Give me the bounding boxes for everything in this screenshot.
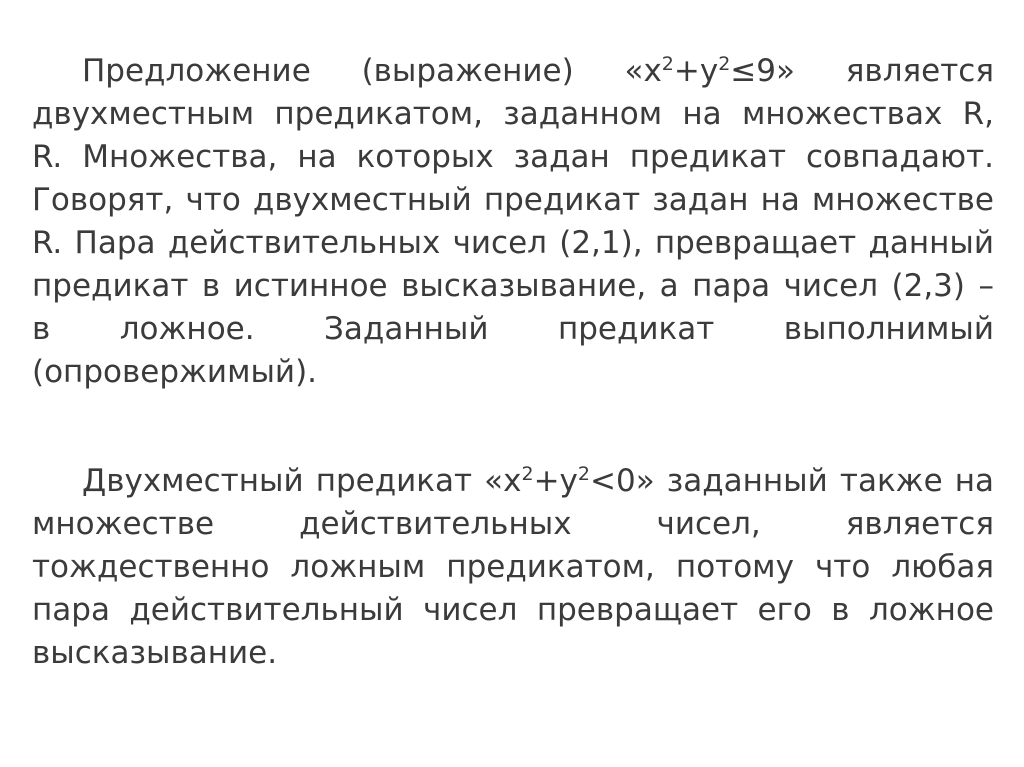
text-segment: в ложное. Заданный предикат выполнимый bbox=[32, 311, 994, 347]
superscript-exponent: 2 bbox=[661, 53, 674, 75]
superscript-exponent: 2 bbox=[521, 463, 534, 485]
text-segment: <0» заданный также на bbox=[590, 463, 995, 499]
text-line bbox=[32, 546, 994, 589]
text-segment: пара действительный чисел превращает его в ложное bbox=[32, 592, 994, 628]
text-segment: R. Множества, на которых задан предикат совпадают. bbox=[32, 139, 994, 175]
text-segment: тождественно ложным предикатом, потому что любая bbox=[32, 549, 994, 585]
text-line bbox=[32, 265, 994, 308]
superscript-exponent: 2 bbox=[718, 53, 731, 75]
text-segment: +y bbox=[533, 463, 578, 499]
text-segment: Предложение (выражение) «x bbox=[82, 53, 662, 89]
text-line bbox=[32, 222, 994, 265]
text-segment: предикат в истинное высказывание, а пара чисел (2,3) – bbox=[32, 268, 994, 304]
text-line bbox=[32, 503, 994, 546]
text-line bbox=[32, 93, 994, 136]
text-segment: Двухместный предикат «x bbox=[82, 463, 522, 499]
superscript-exponent: 2 bbox=[577, 463, 590, 485]
text-line bbox=[32, 460, 994, 503]
text-segment: двухместным предикатом, заданном на множествах R, bbox=[32, 96, 994, 132]
text-segment: +y bbox=[673, 53, 719, 89]
text-line bbox=[32, 589, 994, 632]
text-segment: R. Пара действительных чисел (2,1), превращает данный bbox=[32, 225, 994, 261]
text-segment: высказывание. bbox=[32, 635, 278, 671]
text-segment: ≤9» является bbox=[730, 53, 994, 89]
text-segment: Говорят, что двухместный предикат задан на множестве bbox=[32, 182, 994, 218]
text-line bbox=[32, 632, 994, 675]
text-line bbox=[32, 308, 994, 351]
paragraph-false-predicate bbox=[32, 460, 994, 675]
text-segment: (опровержимый). bbox=[32, 354, 318, 390]
text-line bbox=[32, 136, 994, 179]
text-segment: множестве действительных чисел, является bbox=[32, 506, 994, 542]
text-line bbox=[32, 351, 994, 394]
text-line bbox=[32, 179, 994, 222]
text-line bbox=[32, 50, 994, 93]
paragraph-satisfiable-predicate bbox=[32, 50, 994, 394]
